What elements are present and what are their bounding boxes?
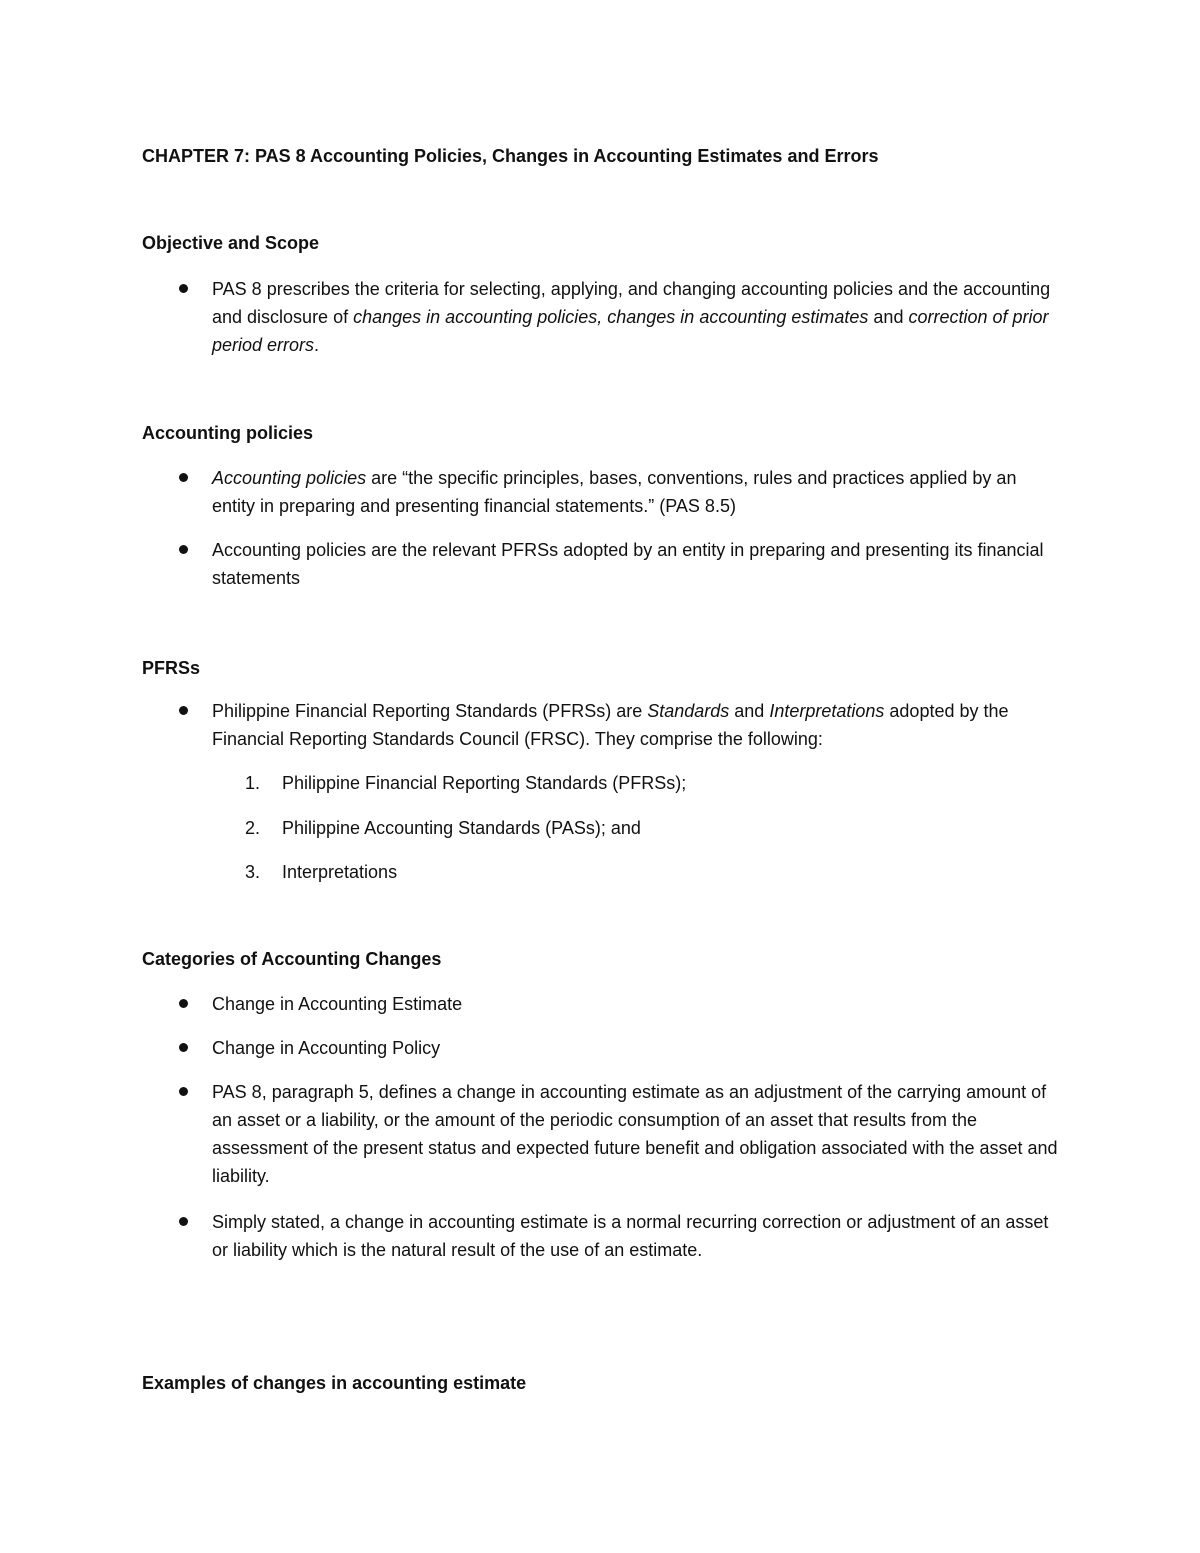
- item-number: 1.: [245, 773, 261, 793]
- section-heading-policies: Accounting policies: [142, 423, 314, 443]
- item-text: Philippine Accounting Standards (PASs); and: [282, 818, 641, 838]
- bullet-text: Simply stated, a change in accounting estimate is a normal recurring correction or adjustment of an asset or liability which is the natural result of the use of an estimate.: [212, 1212, 1049, 1260]
- section-heading-examples: Examples of changes in accounting estimate: [142, 1373, 527, 1393]
- list-item: [142, 990, 1062, 1018]
- list-item: [142, 1208, 1062, 1264]
- bullet-text: PAS 8, paragraph 5, defines a change in accounting estimate as an adjustment of the carrying amount of an asset or a liability, or the amount of the periodic consumption of an asset that results from the assessment of the present status and expected future benefit and obligation associated with the asset and liability.: [212, 1082, 1058, 1186]
- section-heading-objective: Objective and Scope: [142, 233, 320, 253]
- numbered-item: [142, 769, 1062, 797]
- bullet-icon: [179, 284, 188, 293]
- item-number: 2.: [245, 818, 261, 838]
- bullet-icon: [179, 1087, 188, 1096]
- list-item: [142, 1078, 1062, 1190]
- section-heading-categories: Categories of Accounting Changes: [142, 949, 442, 969]
- bullet-text: PAS 8 prescribes the criteria for selecting, applying, and changing accounting policies and the accounting and disclosure of changes in accounting policies, changes in accounting estimates and correction of prior period errors.: [212, 279, 1051, 355]
- bullet-text: Accounting policies are the relevant PFRSs adopted by an entity in preparing and presenting its financial statements: [212, 540, 1044, 588]
- numbered-item: [142, 814, 1062, 842]
- bullet-icon: [179, 1217, 188, 1226]
- item-text: Philippine Financial Reporting Standards (PFRSs);: [282, 773, 687, 793]
- bullet-icon: [179, 1043, 188, 1052]
- bullet-icon: [179, 473, 188, 482]
- list-item: [142, 464, 1062, 520]
- list-item: [142, 536, 1062, 592]
- item-number: 3.: [245, 862, 261, 882]
- section-heading-pfrss: PFRSs: [142, 658, 201, 678]
- bullet-text: Change in Accounting Policy: [212, 1038, 441, 1058]
- bullet-icon: [179, 999, 188, 1008]
- bullet-icon: [179, 545, 188, 554]
- list-item: [142, 275, 1062, 359]
- bullet-text: Accounting policies are “the specific principles, bases, conventions, rules and practices applied by an entity in preparing and presenting financial statements.” (PAS 8.5): [212, 468, 1017, 516]
- bullet-text: Change in Accounting Estimate: [212, 994, 463, 1014]
- chapter-title: CHAPTER 7: PAS 8 Accounting Policies, Changes in Accounting Estimates and Errors: [142, 146, 879, 166]
- numbered-item: [142, 858, 1062, 886]
- bullet-icon: [179, 706, 188, 715]
- list-item: [142, 697, 1062, 753]
- item-text: Interpretations: [282, 862, 398, 882]
- list-item: [142, 1034, 1062, 1062]
- bullet-text: Philippine Financial Reporting Standards (PFRSs) are Standards and Interpretations adopted by the Financial Reporting Standards Council (FRSC). They comprise the following:: [212, 701, 1009, 749]
